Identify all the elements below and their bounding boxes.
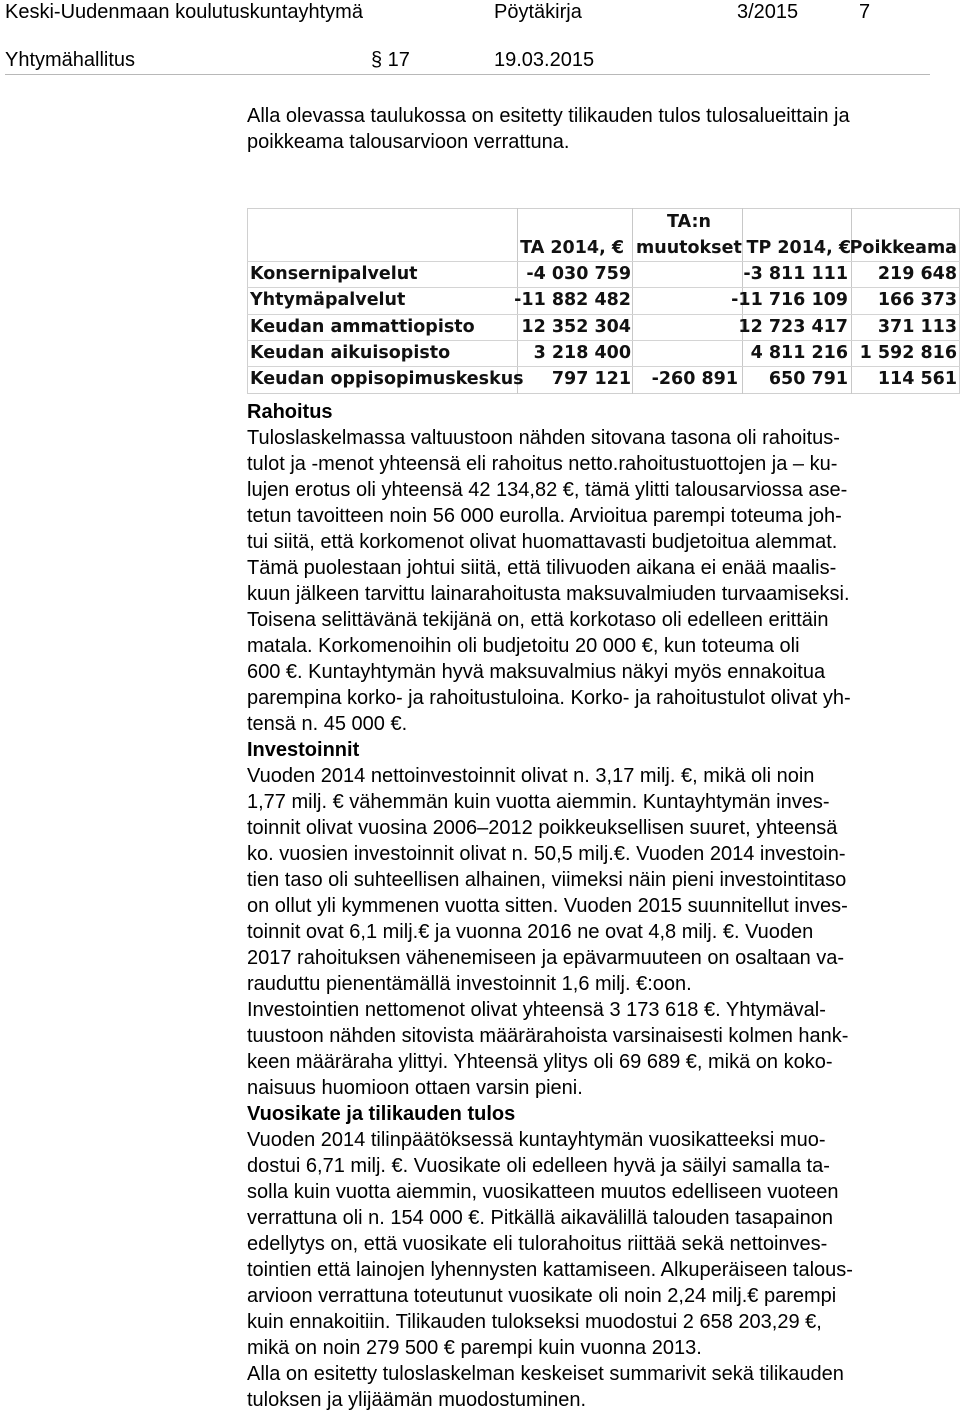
investoinnit-line: on ollut yli kymmenen vuotta sitten. Vuoden 2015 suunnitellut inves- — [247, 895, 848, 917]
investoinnit-line: ko. vuosien investoinnit olivat n. 50,5 milj.€. Vuoden 2014 investoin- — [247, 843, 846, 865]
section-heading-vuosikate: Vuosikate ja tilikauden tulos — [247, 1103, 516, 1125]
table-row-divider — [247, 287, 960, 288]
investoinnit-line: 1,77 milj. € vähemmän kuin vuotta aiemmin. Kuntayhtymän inves- — [247, 791, 830, 813]
investoinnit-line: rauduttu pienentämällä investoinnit 1,6 milj. €:oon. — [247, 973, 692, 995]
investoinnit-line: Investointien nettomenot olivat yhteensä 3 173 618 €. Yhtymäval- — [247, 999, 826, 1021]
table-cell-deviation: 371 113 — [877, 317, 957, 337]
investoinnit-line: toinnit olivat vuosina 2006–2012 poikkeuksellisen suuret, yhteensä — [247, 817, 838, 839]
vuosikate-line: mikä on noin 279 500 € parempi kuin vuonna 2013. — [247, 1337, 702, 1359]
table-cell-tp: 650 791 — [768, 369, 848, 389]
vuosikate-line: tointien että lainojen lyhennysten kattamiseen. Alkuperäiseen talous- — [247, 1259, 853, 1281]
investoinnit-line: keen määräraha ylittyi. Yhteensä ylitys oli 69 689 €, mikä on koko- — [247, 1051, 833, 1073]
investoinnit-line: Vuoden 2014 nettoinvestoinnit olivat n. 3,17 milj. €, mikä oli noin — [247, 765, 815, 787]
rahoitus-line: kuun jälkeen tarvittu lainarahoitusta maksuvalmiuden turvaamiseksi. — [247, 583, 850, 605]
header-divider — [5, 74, 930, 75]
table-cell-deviation: 219 648 — [877, 264, 957, 284]
table-header-ta-2014: TA 2014, € — [520, 238, 624, 258]
vuosikate-line: kuin ennakoitiin. Tilikauden tulokseksi muodostui 2 658 203,29 €, — [247, 1311, 822, 1333]
table-cell-ta: 12 352 304 — [521, 317, 631, 337]
table-cell-ta: -4 030 759 — [526, 264, 631, 284]
table-cell-change: -260 891 — [651, 369, 738, 389]
table-cell-deviation: 114 561 — [877, 369, 957, 389]
header-org: Keski-Uudenmaan koulutuskuntayhtymä — [5, 1, 363, 23]
vuosikate-line: Vuoden 2014 tilinpäätöksessä kuntayhtymän vuosikatteeksi muo- — [247, 1129, 826, 1151]
rahoitus-line: 600 €. Kuntayhtymän hyvä maksuvalmius näkyi myös ennakoitua — [247, 661, 826, 683]
investoinnit-line: tuustoon nähden sitovista määrärahoista varsinaisesti kolmen hank- — [247, 1025, 849, 1047]
table-cell-tp: 12 723 417 — [738, 317, 848, 337]
investoinnit-line: 2017 rahoituksen vähenemiseen ja epävarmuuteen on osaltaan va- — [247, 947, 845, 969]
table-header-ta-changes: muutokset — [636, 238, 742, 258]
table-cell-tp: -11 716 109 — [731, 290, 848, 310]
table-header-ta-changes: TA:n — [667, 212, 711, 232]
rahoitus-line: lujen erotus oli yhteensä 42 134,82 €, tämä ylitti talousarviossa ase- — [247, 479, 848, 501]
rahoitus-line: matala. Korkomenoihin oli budjetoitu 20 000 €, kun toteuma oli — [247, 635, 800, 657]
intro-paragraph — [247, 103, 937, 155]
table-cell-deviation: 166 373 — [877, 290, 957, 310]
table-cell-tp: -3 811 111 — [743, 264, 848, 284]
rahoitus-line: tetun tavoitteen noin 56 000 eurolla. Arvioitua parempi toteuma joh- — [247, 505, 842, 527]
table-row-label: Keudan ammattiopisto — [250, 317, 475, 337]
table-row-label: Keudan oppisopimuskeskus — [250, 369, 524, 389]
table-row-label: Konsernipalvelut — [250, 264, 418, 284]
rahoitus-line: tulot ja -menot yhteensä eli rahoitus netto.rahoitustuottojen ja – ku- — [247, 453, 838, 475]
table-row-divider — [247, 340, 960, 341]
intro-line: Alla olevassa taulukossa on esitetty tilikauden tulos tulosalueittain ja — [247, 105, 850, 127]
table-cell-deviation: 1 592 816 — [859, 343, 957, 363]
investoinnit-line: naisuus huomioon ottaen varsin pieni. — [247, 1077, 583, 1099]
section-heading-rahoitus: Rahoitus — [247, 401, 333, 423]
table-cell-tp: 4 811 216 — [750, 343, 848, 363]
table-row-divider — [247, 314, 960, 315]
header-page-number: 7 — [859, 1, 871, 23]
table-cell-ta: -11 882 482 — [514, 290, 631, 310]
rahoitus-line: tensä n. 45 000 €. — [247, 713, 408, 735]
header-body: Yhtymähallitus — [5, 49, 136, 71]
investoinnit-line: toinnit ovat 6,1 milj.€ ja vuonna 2016 ne ovat 4,8 milj. €. Vuoden — [247, 921, 814, 943]
intro-line: poikkeama talousarvioon verrattuna. — [247, 131, 570, 153]
vuosikate-line: arvioon verrattuna toteutunut vuosikate oli noin 2,24 milj.€ parempi — [247, 1285, 837, 1307]
vuosikate-line: dostui 6,71 milj. €. Vuosikate oli edelleen hyvä ja säilyi samalla ta- — [247, 1155, 830, 1177]
table-row-divider — [247, 366, 960, 367]
table-row-label: Yhtymäpalvelut — [250, 290, 406, 310]
header-doc-number: 3/2015 — [737, 1, 799, 23]
header-date: 19.03.2015 — [494, 49, 595, 71]
table-header-deviation: Poikkeama — [849, 238, 957, 258]
rahoitus-line: parempina korko- ja rahoitustuloina. Korko- ja rahoitustulot olivat yh- — [247, 687, 851, 709]
vuosikate-line: solla kuin vuotta aiemmin, vuosikatteen muutos edelliseen vuoteen — [247, 1181, 839, 1203]
vuosikate-line: tuloksen ja ylijäämän muodostuminen. — [247, 1389, 587, 1411]
rahoitus-line: tui siitä, että korkomenot olivat huomattavasti budjetoitua alemmat. — [247, 531, 838, 553]
rahoitus-line: Tämä puolestaan johtui siitä, että tilivuoden aikana ei enää maalis- — [247, 557, 837, 579]
table-row-divider — [247, 261, 960, 262]
table-cell-ta: 3 218 400 — [533, 343, 631, 363]
investoinnit-line: tien taso oli suhteellisen alhainen, viimeksi näin pieni investointitaso — [247, 869, 847, 891]
table-cell-ta: 797 121 — [551, 369, 631, 389]
body-text — [247, 399, 937, 1413]
section-heading-investoinnit: Investoinnit — [247, 739, 360, 761]
header-doc-type: Pöytäkirja — [494, 1, 582, 23]
rahoitus-line: Toisena selittävänä tekijänä on, että korkotaso oli edelleen erittäin — [247, 609, 829, 631]
table-row-label: Keudan aikuisopisto — [250, 343, 451, 363]
table-header-tp-2014: TP 2014, € — [746, 238, 851, 258]
vuosikate-line: edellytys on, että vuosikate eli tulorahoitus riittää sekä nettoinves- — [247, 1233, 828, 1255]
vuosikate-line: Alla on esitetty tuloslaskelman keskeiset summarivit sekä tilikauden — [247, 1363, 844, 1385]
rahoitus-line: Tuloslaskelmassa valtuustoon nähden sitovana tasona oli rahoitus- — [247, 427, 840, 449]
vuosikate-line: verrattuna oli n. 154 000 €. Pitkällä aikavälillä talouden tasapainon — [247, 1207, 833, 1229]
results-table — [247, 208, 960, 394]
header-section: § 17 — [371, 49, 410, 71]
